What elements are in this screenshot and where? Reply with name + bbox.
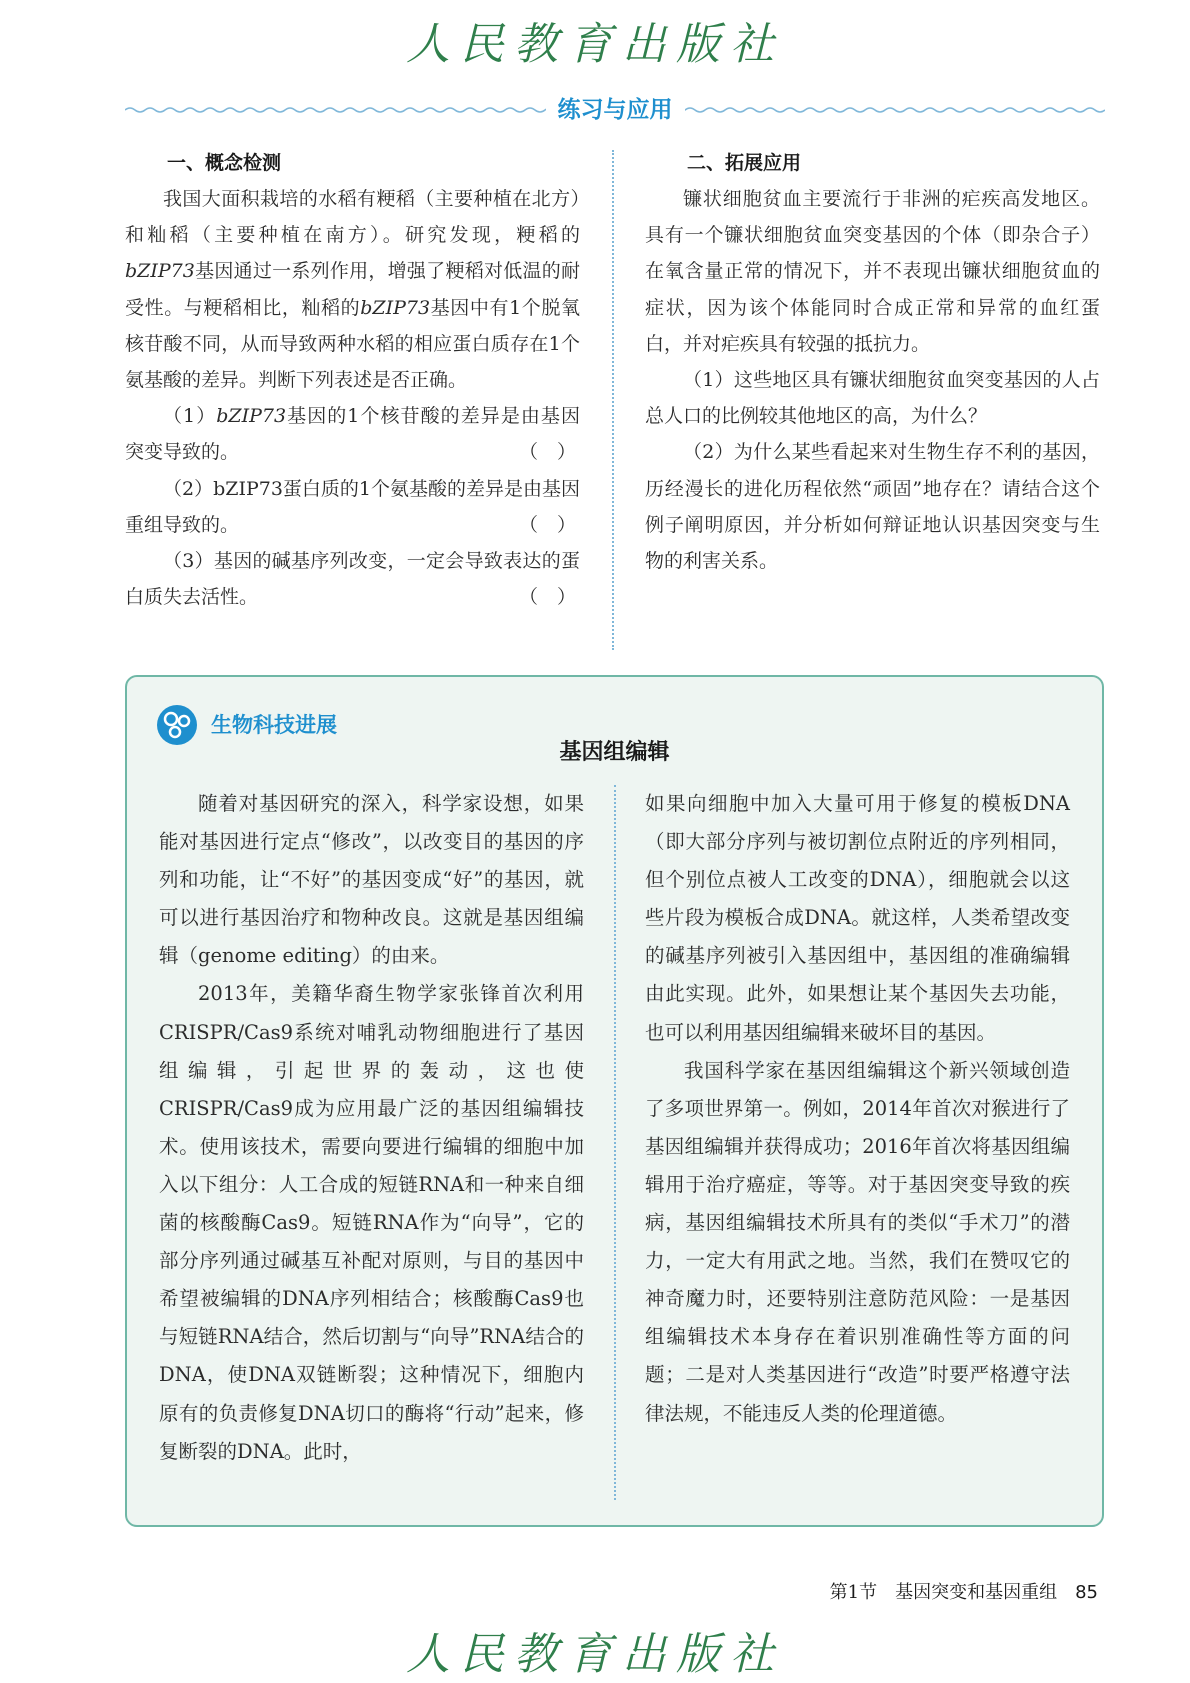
publisher-watermark-bottom: 人民教育出版社 <box>406 1629 784 1680</box>
box-paragraph: 如果向细胞中加入大量可用于修复的模板DNA（即大部分序列与被切割位点附近的序列相同，但个别位点被人工改变的DNA），细胞就会以这些片段为模板合成DNA。就这样，人类希望改变的碱基序列被引入基因组中，基因组的准确编辑由此实现。此外，如果想让某个基因失去功能，也可以利用基因组编辑来破坏目的基因。 <box>645 792 1070 1044</box>
extended-question-2: （2）为什么某些看起来对生物生存不利的基因，历经漫长的进化历程依然“顽固”地存在？请结合这个例子阐明原因，并分析如何辩证地认识基因突变与生物的利害关系。 <box>645 441 1100 573</box>
publisher-watermark-top: 人民教育出版社 <box>406 19 784 70</box>
concept-check-intro: 我国大面积栽培的水稻有粳稻（主要种植在北方）和籼稻（主要种植在南方）。研究发现，粳稻的bZIP73基因通过一系列作用，增强了粳稻对低温的耐受性。与粳稻相比，籼稻的bZIP73基因中有1个脱氧核苷酸不同，从而导致两种水稻的相应蛋白质存在1个氨基酸的差异。判断下列表述是否正确。 <box>125 188 580 392</box>
box-left-column <box>159 785 584 1471</box>
question-1: （1）bZIP73基因的1个核苷酸的差异是由基因突变导致的。 （ ） <box>125 398 580 470</box>
question-2: （2）bZIP73蛋白质的1个氨基酸的差异是由基因重组导致的。 （ ） <box>125 471 580 543</box>
box-label: 生物科技进展 <box>211 713 337 737</box>
box-title: 基因组编辑 <box>559 740 670 765</box>
answer-blank[interactable]: （ ） <box>518 586 576 609</box>
box-column-divider <box>614 785 616 1500</box>
section-header <box>125 95 1105 125</box>
extended-intro: 镰状细胞贫血主要流行于非洲的疟疾高发地区。具有一个镰状细胞贫血突变基因的个体（即杂合子）在氧含量正常的情况下，并不表现出镰状细胞贫血的症状，因为该个体能同时合成正常和异常的血红蛋白，并对疟疾具有较强的抵抗力。 <box>645 188 1100 355</box>
question-3: （3）基因的碱基序列改变，一定会导致表达的蛋白质失去活性。 （ ） <box>125 543 580 615</box>
page-footer <box>830 1578 1098 1604</box>
box-paragraph: 随着对基因研究的深入，科学家设想，如果能对基因进行定点“修改”，以改变目的基因的序列和功能，让“不好”的基因变成“好”的基因，就可以进行基因治疗和物种改良。这就是基因组编辑（genome editing）的由来。 <box>159 792 584 968</box>
column-divider <box>612 150 614 650</box>
concept-check-column <box>125 145 580 615</box>
footer-section: 第1节 基因突变和基因重组 <box>829 1582 1058 1603</box>
extended-application-heading: 二、拓展应用 <box>687 152 802 174</box>
biotech-progress-box <box>125 675 1104 1527</box>
extended-question-1: （1）这些地区具有镰状细胞贫血突变基因的人占总人口的比例较其他地区的高，为什么？ <box>645 369 1100 428</box>
box-paragraph: 2013年，美籍华裔生物学家张锋首次利用CRISPR/Cas9系统对哺乳动物细胞进行了基因组编辑，引起世界的轰动，这也使CRISPR/Cas9成为应用最广泛的基因组编辑技术。使用该技术，需要向要进行编辑的细胞中加入以下组分：人工合成的短链RNA和一种来自细菌的核酸酶Cas9。短链RNA作为“向导”，它的部分序列通过碱基互补配对原则，与目的基因中希望被编辑的DNA序列相结合；核酸酶Cas9也与短链RNA结合，然后切割与“向导”RNA结合的DNA，使DNA双链断裂；这种情况下，细胞内原有的负责修复DNA切口的酶将“行动”起来，修复断裂的DNA。此时， <box>159 982 584 1463</box>
answer-blank[interactable]: （ ） <box>518 441 576 464</box>
page-number: 85 <box>1075 1582 1098 1603</box>
section-title: 练习与应用 <box>125 95 1105 125</box>
extended-application-column <box>645 145 1100 579</box>
box-paragraph: 我国科学家在基因组编辑这个新兴领域创造了多项世界第一。例如，2014年首次对猴进行了基因组编辑并获得成功；2016年首次将基因组编辑用于治疗癌症，等等。对于基因突变导致的疾病，基因组编辑技术所具有的类似“手术刀”的潜力，一定大有用武之地。当然，我们在赞叹它的神奇魔力时，还要特别注意防范风险：一是基因组编辑技术本身存在着识别准确性等方面的问题；二是对人类基因进行“改造”时要严格遵守法律法规，不能违反人类的伦理道德。 <box>645 1058 1070 1425</box>
box-right-column <box>645 785 1070 1433</box>
answer-blank[interactable]: （ ） <box>518 513 576 536</box>
concept-check-heading: 一、概念检测 <box>167 152 282 174</box>
